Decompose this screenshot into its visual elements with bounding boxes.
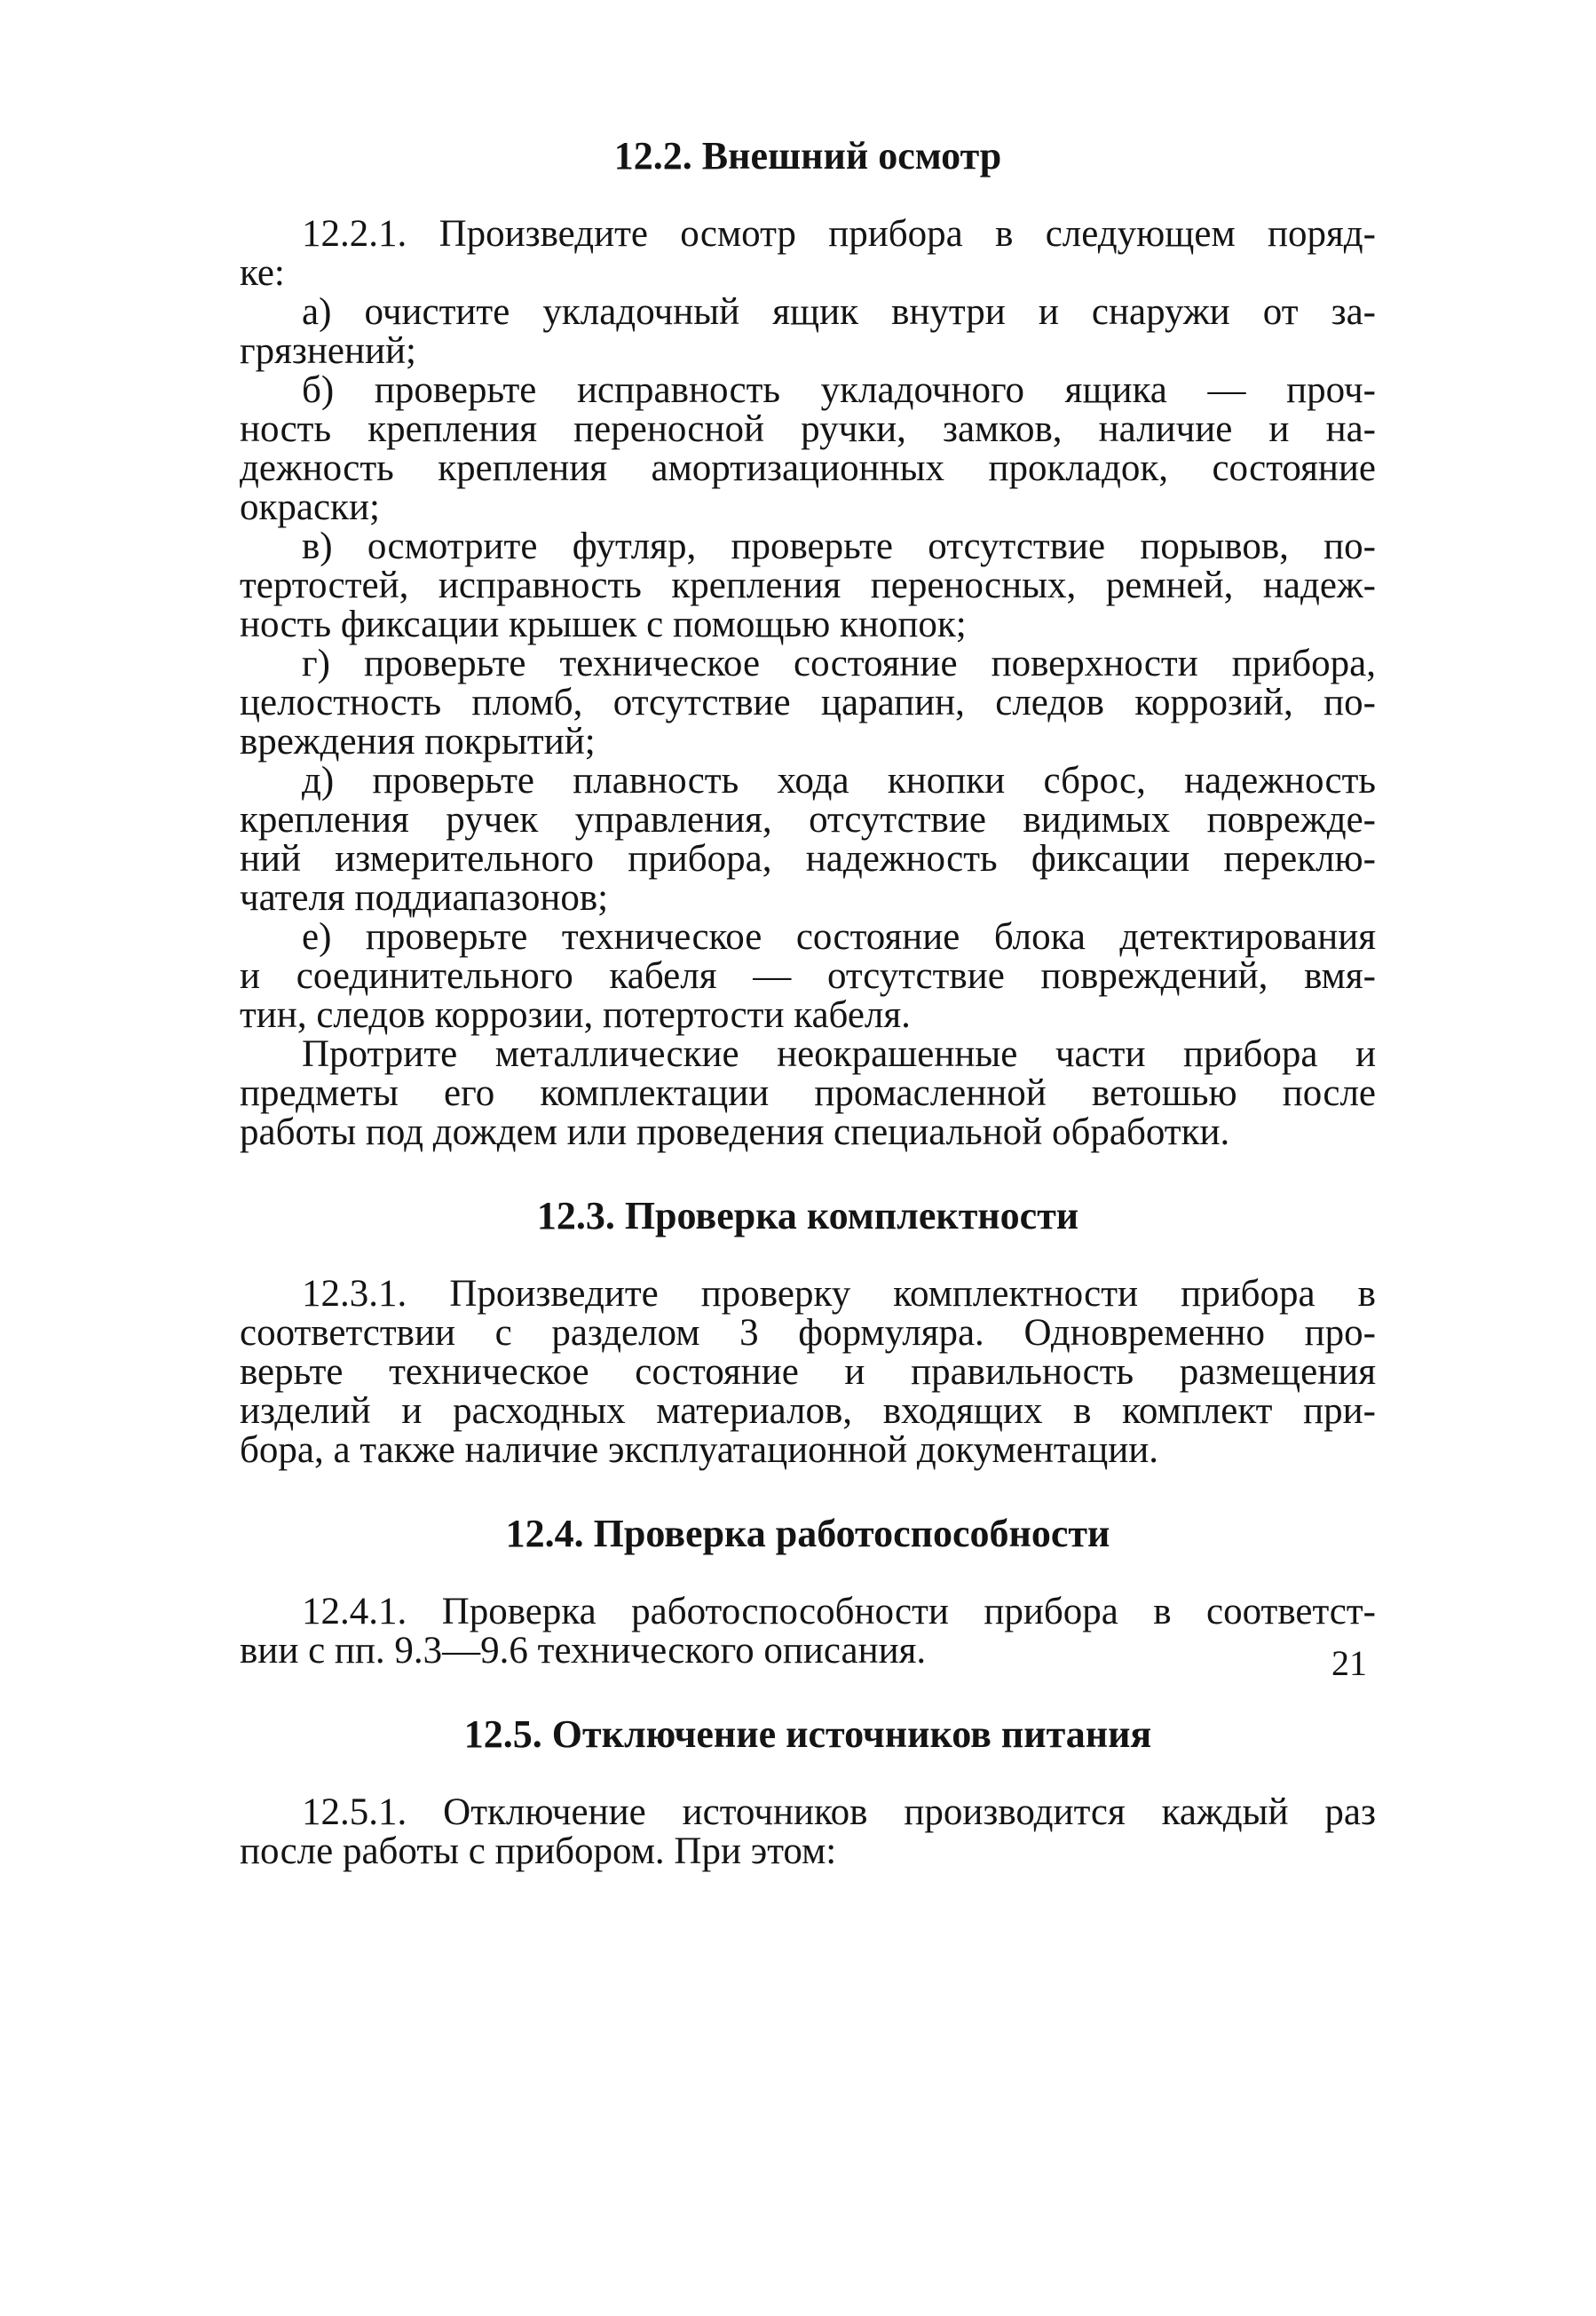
text-line: д) проверьте плавность хода кнопки сброс, надежность — [302, 760, 1376, 802]
text-line: тертостей, исправность крепления переносных, ремней, надеж- — [240, 565, 1376, 606]
section-12-4-body — [240, 1593, 1376, 1671]
text-line: Протрите металлические неокрашенные части прибора и — [302, 1033, 1376, 1075]
text-line: целостность пломб, отсутствие царапин, следов коррозий, по- — [240, 682, 1376, 723]
text-line: тин, следов коррозии, потертости кабеля. — [240, 994, 911, 1036]
text-line: предметы его комплектации промасленной ветошью после — [240, 1072, 1376, 1114]
section-12-3-body — [240, 1275, 1376, 1470]
text-line: верьте техническое состояние и правильность размещения — [240, 1351, 1376, 1393]
text-line: после работы с прибором. При этом: — [240, 1830, 837, 1872]
text-line: ность крепления переносной ручки, замков, наличие и на- — [240, 408, 1376, 450]
text-line: 12.4.1. Проверка работоспособности прибора в соответст- — [302, 1591, 1376, 1632]
section-12-3-title: 12.3. Проверка комплектности — [536, 1194, 1079, 1237]
text-line: чателя поддиапазонов; — [240, 877, 609, 919]
text-line: ний измерительного прибора, надежность фиксации переклю- — [240, 838, 1376, 880]
section-12-2-body — [240, 215, 1376, 1152]
document-page — [240, 133, 1376, 1871]
text-line: 12.2.1. Произведите осмотр прибора в следующем поряд- — [302, 213, 1376, 255]
text-line: вии с пп. 9.3—9.6 технического описания. — [240, 1630, 927, 1672]
text-line: соответствии с разделом 3 формуляра. Одновременно про- — [240, 1312, 1376, 1354]
text-line: и соединительного кабеля — отсутствие повреждений, вмя- — [240, 955, 1376, 997]
section-12-5-title: 12.5. Отключение источников питания — [463, 1712, 1152, 1756]
page-number: 21 — [1331, 1643, 1367, 1683]
text-line: дежность крепления амортизационных прокладок, состояние — [240, 447, 1376, 489]
text-line: вреждения покрытий; — [240, 721, 596, 763]
section-12-2-title: 12.2. Внешний осмотр — [613, 134, 1002, 178]
text-line: грязнений; — [240, 330, 416, 372]
text-line: окраски; — [240, 486, 380, 528]
section-12-4-title: 12.4. Проверка работоспособности — [505, 1512, 1110, 1555]
text-line: изделий и расходных материалов, входящих в комплект при- — [240, 1390, 1376, 1432]
text-line: а) очистите укладочный ящик внутри и снаружи от за- — [302, 291, 1376, 333]
text-line: 12.5.1. Отключение источников производится каждый раз — [302, 1791, 1376, 1833]
text-line: в) осмотрите футляр, проверьте отсутствие порывов, по- — [302, 526, 1376, 567]
text-line: е) проверьте техническое состояние блока детектирования — [302, 916, 1376, 958]
text-line: г) проверьте техническое состояние поверхности прибора, — [302, 643, 1376, 684]
text-line: 12.3.1. Произведите проверку комплектности прибора в — [302, 1273, 1376, 1315]
text-line: бора, а также наличие эксплуатационной документации. — [240, 1429, 1159, 1471]
text-line: работы под дождем или проведения специальной обработки. — [240, 1111, 1230, 1153]
text-line: ке: — [240, 252, 285, 294]
text-line: ность фиксации крышек с помощью кнопок; — [240, 604, 967, 645]
section-12-5-body — [240, 1793, 1376, 1871]
text-line: б) проверьте исправность укладочного ящика — проч- — [302, 369, 1376, 411]
text-line: крепления ручек управления, отсутствие видимых поврежде- — [240, 799, 1376, 841]
